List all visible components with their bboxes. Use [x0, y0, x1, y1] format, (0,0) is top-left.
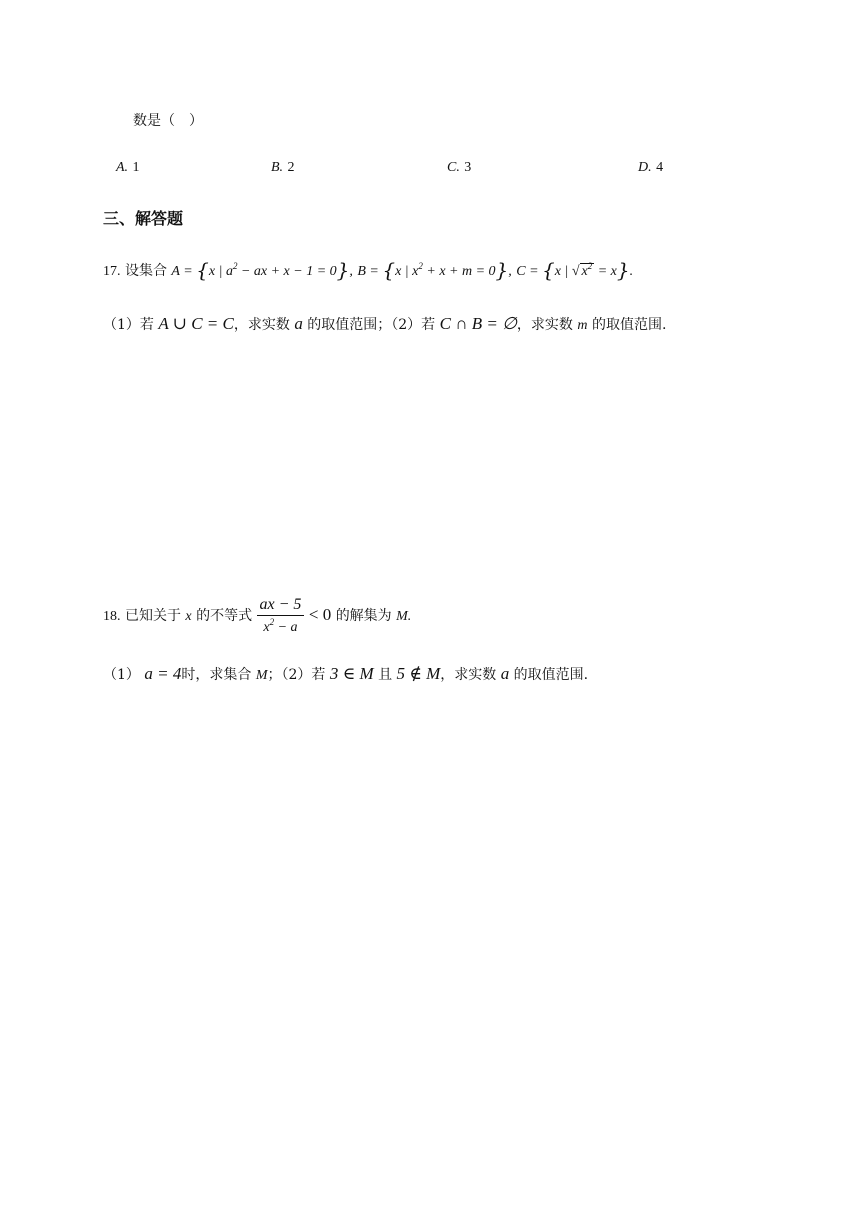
q17-part2-label: （2）若	[391, 317, 436, 333]
question-continuation: 数是（ ）	[133, 113, 203, 129]
q17-part1-label: （1）若	[103, 317, 154, 333]
q17-statement	[103, 258, 633, 282]
q18-var: x	[185, 609, 192, 624]
q18-fraction-numerator: ax − 5	[257, 596, 305, 616]
q17-part2-condition: C ∩ B = ∅	[439, 314, 517, 333]
q17-part2-rest: ，求实数	[516, 317, 573, 333]
q17-part1-var: a	[294, 314, 303, 333]
q17-number: 17.	[103, 264, 121, 279]
q17-set-b: B = {x | $x^2 + x + m = 0$},	[357, 258, 512, 282]
option-b-value: 2	[287, 160, 295, 175]
q17-set-a: A = {x | $a^2$ − ax + x − 1 = 0},	[171, 258, 353, 282]
q18-tail: 的解集为	[335, 608, 392, 624]
q17-part2-var: m	[577, 318, 588, 333]
q17-part1-condition: A ∪ C = C	[158, 314, 234, 333]
q18-part2-condition1: 3 ∈ M	[329, 664, 374, 683]
q18-part1-condition: a = 4	[144, 664, 182, 683]
q18-part2-and: 且	[378, 667, 393, 683]
q18-part2-rest: ，求实数	[440, 667, 497, 683]
q18-part1-label: （1）	[103, 667, 140, 683]
q18-part2-end: 的取值范围.	[513, 667, 589, 683]
q18-number: 18.	[103, 609, 121, 624]
option-c	[447, 159, 471, 176]
q18-mid: 的不等式	[196, 608, 253, 624]
q18-part1-end: ；	[267, 667, 282, 683]
option-a-letter: A.	[116, 160, 129, 175]
q17-part1-rest: ，求实数	[233, 317, 290, 333]
q18-part2-var: a	[500, 664, 510, 683]
q17-set-c: C = {x | √ $x^2 = x$}.	[516, 258, 634, 282]
q18-part2-condition2: 5 ∉ M	[396, 664, 441, 683]
q18-lead: 已知关于	[124, 608, 181, 624]
q18-part2-label: （2）若	[281, 667, 326, 683]
option-a-value: 1	[132, 160, 140, 175]
q18-parts	[103, 664, 588, 684]
option-b-letter: B.	[271, 160, 284, 175]
option-c-letter: C.	[447, 160, 460, 175]
option-d-value: 4	[656, 160, 664, 175]
option-d	[638, 159, 663, 176]
q18-part1-text: 时，求集合	[181, 667, 252, 683]
q18-set-name: M.	[396, 609, 412, 624]
q17-lead: 设集合	[124, 263, 167, 279]
q17-part1-end: 的取值范围；	[307, 317, 392, 333]
option-b	[271, 159, 295, 176]
q18-part1-set: M	[255, 668, 268, 683]
option-c-value: 3	[464, 160, 472, 175]
option-a	[116, 159, 140, 176]
section-heading: 三、解答题	[103, 209, 184, 228]
q18-fraction-denominator: $x^2 - a$	[263, 617, 298, 635]
option-d-letter: D.	[638, 160, 652, 175]
q18-statement	[103, 596, 411, 636]
q18-inequality: < 0	[308, 605, 332, 624]
q17-part2-end: 的取值范围.	[591, 317, 667, 333]
q18-fraction	[257, 596, 305, 636]
q17-parts	[103, 314, 666, 334]
